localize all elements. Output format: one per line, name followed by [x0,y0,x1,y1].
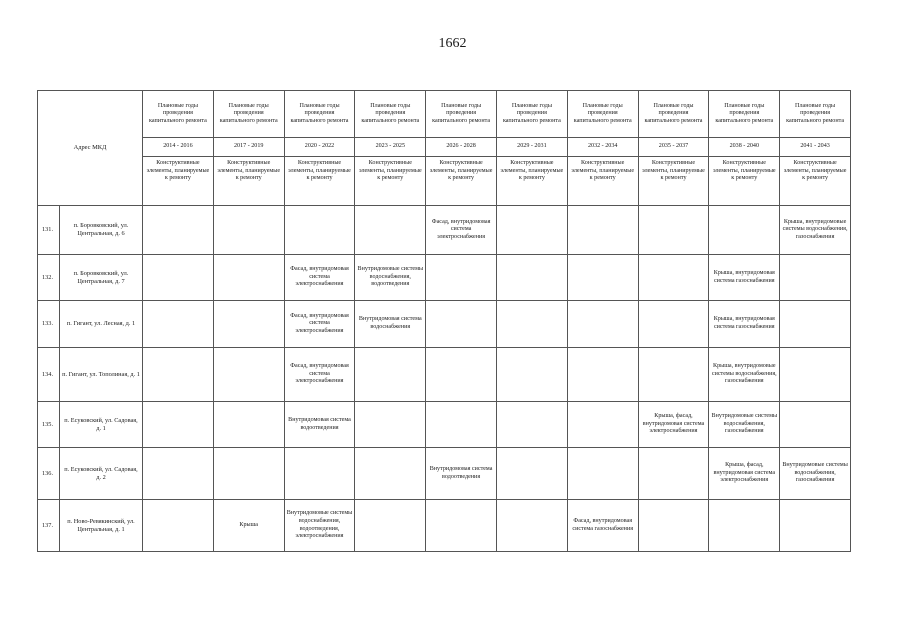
repair-cell [426,348,497,402]
row-number: 131. [38,206,60,255]
repair-cell [497,348,568,402]
repair-cell [780,301,851,348]
repair-cell [638,301,709,348]
repair-cell [213,348,284,402]
period-header: 2026 - 2028 [426,138,497,157]
repair-cell [567,301,638,348]
repair-cell [497,301,568,348]
repair-cell [567,402,638,448]
repair-cell: Внутридомовая система водоотведения [284,402,355,448]
elements-header: Конструктивные элементы, планируемые к ремонту [213,157,284,206]
repair-cell: Крыша, фасад, внутридомовая система электроснабжения [709,448,780,500]
table-row [38,402,851,448]
page-number: 1662 [438,36,467,51]
repair-cell: Внутридомовые системы водоснабжения, газоснабжения [709,402,780,448]
repair-cell [143,448,214,500]
repair-cell [497,448,568,500]
repair-cell [355,348,426,402]
elements-header: Конструктивные элементы, планируемые к ремонту [780,157,851,206]
repair-cell [213,448,284,500]
repair-cell [567,206,638,255]
repair-cell [638,348,709,402]
plan-years-header: Плановые годы проведения капитального ремонта [567,91,638,138]
elements-header: Конструктивные элементы, планируемые к ремонту [709,157,780,206]
row-address: п. Гигант, ул. Лесная, д. 1 [60,301,143,348]
elements-header: Конструктивные элементы, планируемые к ремонту [638,157,709,206]
repair-cell [143,301,214,348]
row-number: 134. [38,348,60,402]
capital-repair-schedule-table [37,90,851,552]
elements-header: Конструктивные элементы, планируемые к ремонту [143,157,214,206]
row-address: п. Ново-Ревякинский, ул. Центральная, д. 1 [60,500,143,552]
row-number: 133. [38,301,60,348]
repair-cell [567,448,638,500]
plan-years-header: Плановые годы проведения капитального ремонта [213,91,284,138]
period-header: 2017 - 2019 [213,138,284,157]
period-header: 2041 - 2043 [780,138,851,157]
repair-cell [709,206,780,255]
row-address: п. Боровковский, ул. Центральная, д. 7 [60,255,143,301]
period-header: 2014 - 2016 [143,138,214,157]
row-number: 136. [38,448,60,500]
repair-cell [284,448,355,500]
repair-cell [780,402,851,448]
plan-years-header: Плановые годы проведения капитального ремонта [355,91,426,138]
repair-cell [567,348,638,402]
repair-cell [780,255,851,301]
table-row [38,301,851,348]
repair-cell [426,255,497,301]
row-address: п. Есуковский, ул. Садовая, д. 2 [60,448,143,500]
repair-cell [638,448,709,500]
repair-cell: Фасад, внутридомовая система электроснабжения [284,348,355,402]
repair-cell [213,402,284,448]
repair-cell [143,348,214,402]
repair-cell: Крыша, фасад, внутридомовая система электроснабжения [638,402,709,448]
plan-years-header: Плановые годы проведения капитального ремонта [426,91,497,138]
repair-cell [426,301,497,348]
repair-cell: Крыша, внутридомовая система газоснабжения [709,255,780,301]
repair-cell: Фасад, внутридомовая система электроснабжения [284,301,355,348]
repair-cell [638,255,709,301]
elements-header: Конструктивные элементы, планируемые к ремонту [567,157,638,206]
repair-cell: Внутридомовая система водоснабжения [355,301,426,348]
repair-cell [638,500,709,552]
header-row-plan [38,91,851,138]
repair-cell: Внутридомовые системы водоснабжения, водоотведения [355,255,426,301]
repair-cell [567,255,638,301]
repair-cell [497,255,568,301]
repair-cell: Внутридомовые системы водоснабжения, водоотведения, электроснабжения [284,500,355,552]
elements-header: Конструктивные элементы, планируемые к ремонту [284,157,355,206]
repair-cell: Внутридомовая система водоотведения [426,448,497,500]
row-address: п. Боровковский, ул. Центральная, д. 6 [60,206,143,255]
plan-years-header: Плановые годы проведения капитального ремонта [638,91,709,138]
elements-header: Конструктивные элементы, планируемые к ремонту [426,157,497,206]
repair-cell [709,500,780,552]
repair-cell: Внутридомовые системы водоснабжения, газоснабжения [780,448,851,500]
repair-cell [780,348,851,402]
repair-cell [355,402,426,448]
repair-cell [213,206,284,255]
repair-cell [355,206,426,255]
repair-cell [143,206,214,255]
header-row-elements [38,157,851,206]
row-number: 135. [38,402,60,448]
repair-cell: Крыша, внутридомовая система газоснабжения [709,301,780,348]
repair-cell [638,206,709,255]
repair-cell [143,402,214,448]
repair-cell: Фасад, внутридомовая система газоснабжения [567,500,638,552]
table-row [38,206,851,255]
table-row [38,448,851,500]
repair-cell [143,500,214,552]
period-header: 2035 - 2037 [638,138,709,157]
row-address: п. Гигант, ул. Тополиная, д. 1 [60,348,143,402]
repair-cell: Крыша [213,500,284,552]
elements-header: Конструктивные элементы, планируемые к ремонту [497,157,568,206]
plan-years-header: Плановые годы проведения капитального ремонта [284,91,355,138]
repair-cell: Фасад, внутридомовая система электроснабжения [426,206,497,255]
table-row [38,500,851,552]
plan-years-header: Плановые годы проведения капитального ремонта [143,91,214,138]
repair-cell: Крыша, внутридомовые системы водоснабжения, газоснабжения [709,348,780,402]
elements-header: Конструктивные элементы, планируемые к ремонту [355,157,426,206]
row-address: п. Есуковский, ул. Садовая, д. 1 [60,402,143,448]
repair-cell [213,255,284,301]
table-row [38,348,851,402]
repair-cell [143,255,214,301]
repair-cell [426,402,497,448]
header-row-periods [38,138,851,157]
repair-cell [497,500,568,552]
plan-years-header: Плановые годы проведения капитального ремонта [780,91,851,138]
row-number: 132. [38,255,60,301]
period-header: 2023 - 2025 [355,138,426,157]
repair-cell [284,206,355,255]
repair-cell [426,500,497,552]
plan-years-header: Плановые годы проведения капитального ремонта [709,91,780,138]
address-header: Адрес МКД [38,91,143,206]
repair-cell [213,301,284,348]
repair-cell [497,402,568,448]
repair-cell [497,206,568,255]
repair-cell [355,448,426,500]
plan-years-header: Плановые годы проведения капитального ремонта [497,91,568,138]
repair-cell: Крыша, внутридомовые системы водоснабжения, газоснабжения [780,206,851,255]
repair-cell [355,500,426,552]
table-row [38,255,851,301]
period-header: 2029 - 2031 [497,138,568,157]
period-header: 2032 - 2034 [567,138,638,157]
repair-cell: Фасад, внутридомовая система электроснабжения [284,255,355,301]
period-header: 2020 - 2022 [284,138,355,157]
period-header: 2038 - 2040 [709,138,780,157]
repair-cell [780,500,851,552]
row-number: 137. [38,500,60,552]
